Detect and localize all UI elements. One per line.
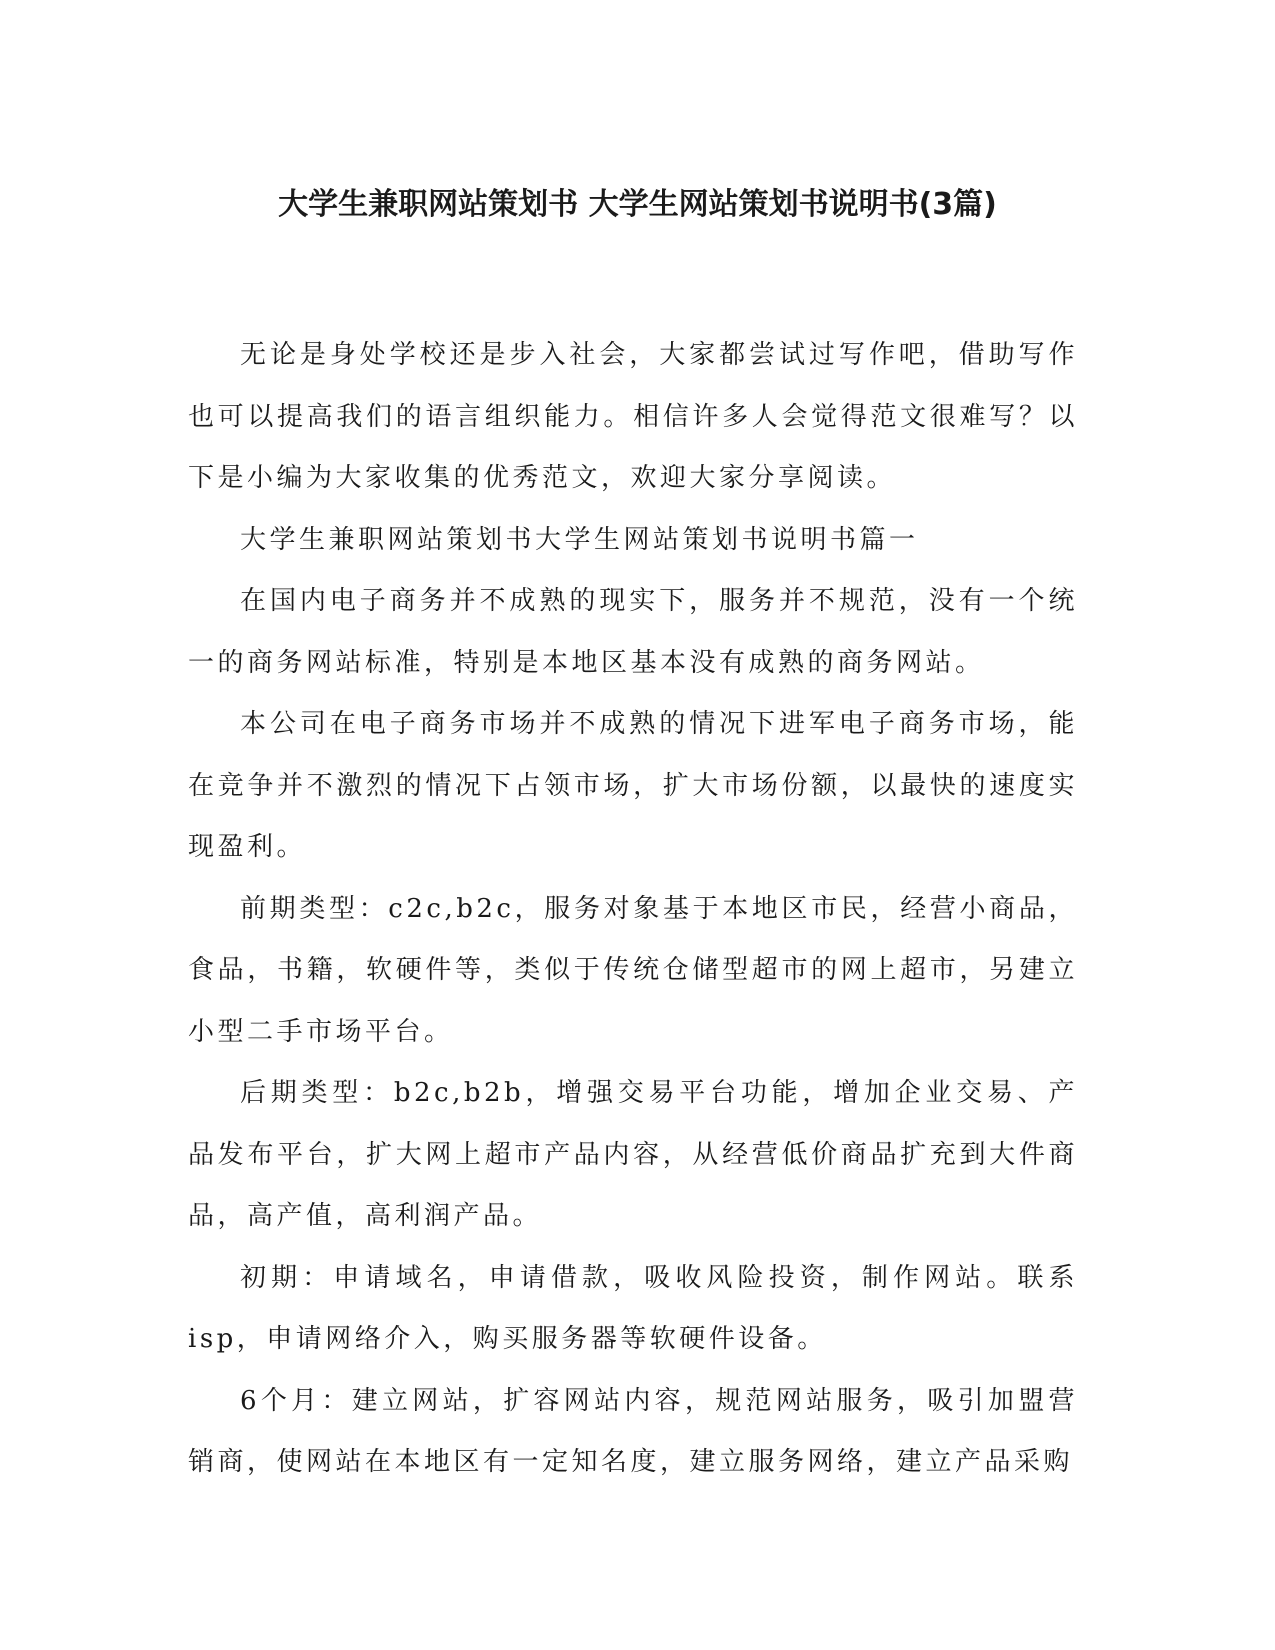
document-body <box>188 325 1078 1494</box>
paragraph-early-type: 前期类型：c2c,b2c，服务对象基于本地区市民，经营小商品，食品，书籍，软硬件等，类似于传统仓储型超市的网上超市，另建立小型二手市场平台。 <box>188 893 1078 1047</box>
paragraph-later-type: 后期类型：b2c,b2b，增强交易平台功能，增加企业交易、产品发布平台，扩大网上超市产品内容，从经营低价商品扩充到大件商品，高产值，高利润产品。 <box>188 1078 1078 1231</box>
paragraph-initial-phase: 初期：申请域名，申请借款，吸收风险投资，制作网站。联系isp，申请网络介入，购买服务器等软硬件设备。 <box>188 1262 1078 1354</box>
paragraph-intro: 无论是身处学校还是步入社会，大家都尝试过写作吧，借助写作也可以提高我们的语言组织能力。相信许多人会觉得范文很难写？以下是小编为大家收集的优秀范文，欢迎大家分享阅读。 <box>188 340 1078 493</box>
paragraph-background: 在国内电子商务并不成熟的现实下，服务并不规范，没有一个统一的商务网站标准，特别是本地区基本没有成熟的商务网站。 <box>188 586 1078 678</box>
paragraph-six-months: 6个月：建立网站，扩容网站内容，规范网站服务，吸引加盟营销商，使网站在本地区有一定知名度，建立服务网络，建立产品采购 <box>188 1385 1078 1477</box>
paragraph-company-goal: 本公司在电子商务市场并不成熟的情况下进军电子商务市场，能在竞争并不激烈的情况下占领市场，扩大市场份额，以最快的速度实现盈利。 <box>188 709 1078 862</box>
paragraph-section-heading: 大学生兼职网站策划书大学生网站策划书说明书篇一 <box>240 524 919 555</box>
document-title: 大学生兼职网站策划书 大学生网站策划书说明书(3篇) <box>278 187 997 222</box>
